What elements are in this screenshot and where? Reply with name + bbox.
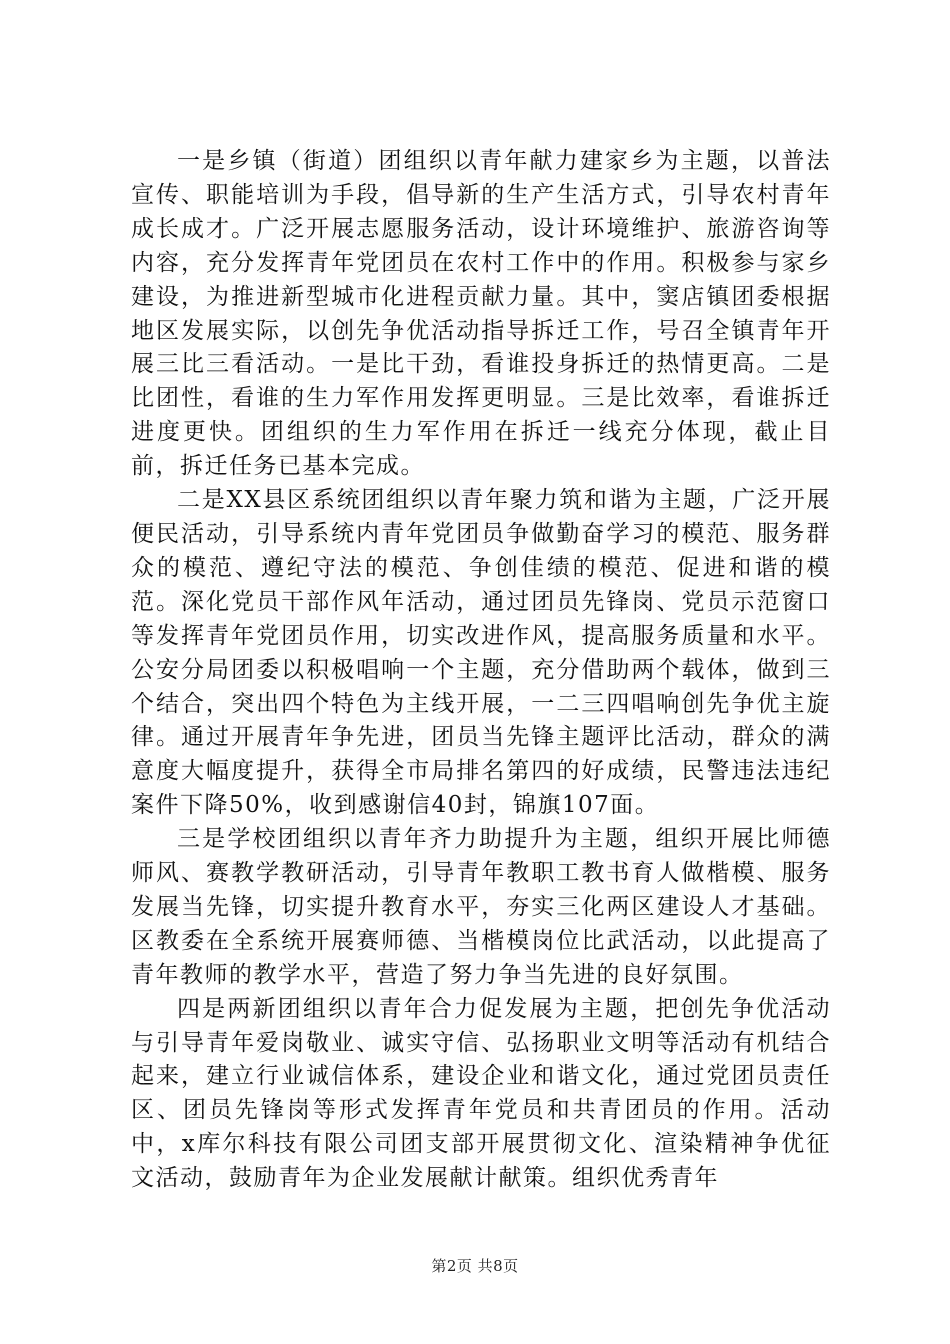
paragraph-township: 一是乡镇（街道）团组织以青年献力建家乡为主题，以普法宣传、职能培训为手段，倡导新的生产生活方式，引导农村青年成长成才。广泛开展志愿服务活动，设计环境维护、旅游咨询等内容，充分发挥青年党团员在农村工作中的作用。积极参与家乡建设，为推进新型城市化进程贡献力量。其中，窦店镇团委根据地区发展实际，以创先争优活动指导拆迁工作，号召全镇青年开展三比三看活动。一是比干劲，看谁投身拆迁的热情更高。二是比团性，看谁的生力军作用发挥更明显。三是比效率，看谁拆迁进度更快。团组织的生力军作用在拆迁一线充分体现，截止目前，拆迁任务已基本完成。 <box>131 148 831 480</box>
paragraph-county-system: 二是XX县区系统团组织以青年聚力筑和谐为主题，广泛开展便民活动，引导系统内青年党团员争做勤奋学习的模范、服务群众的模范、遵纪守法的模范、争创佳绩的模范、促进和谐的模范。深化党员干部作风年活动，通过团员先锋岗、党员示范窗口等发挥青年党团员作用，切实改进作风，提高服务质量和水平。公安分局团委以积极唱响一个主题，充分借助两个载体，做到三个结合，突出四个特色为主线开展，一二三四唱响创先争优主旋律。通过开展青年争先进，团员当先锋主题评比活动，群众的满意度大幅度提升，获得全市局排名第四的好成绩，民警违法违纪案件下降50%，收到感谢信40封，锦旗107面。 <box>131 487 831 819</box>
paragraph-school: 三是学校团组织以青年齐力助提升为主题，组织开展比师德师风、赛教学教研活动，引导青年教职工教书育人做楷模、服务发展当先锋，切实提升教育水平，夯实三化两区建设人才基础。区教委在全系统开展赛师德、当楷模岗位比武活动，以此提高了青年教师的教学水平，营造了努力争当先进的良好氛围。 <box>131 826 831 988</box>
paragraph-new-organizations: 四是两新团组织以青年合力促发展为主题，把创先争优活动与引导青年爱岗敬业、诚实守信、弘扬职业文明等活动有机结合起来，建立行业诚信体系，建设企业和谐文化，通过党团员责任区、团员先锋岗等形式发挥青年党员和共青团员的作用。活动中，x库尔科技有限公司团支部开展贯彻文化、渲染精神争优征文活动，鼓励青年为企业发展献计献策。组织优秀青年 <box>131 995 831 1192</box>
page-number-footer: 第2页 共8页 <box>431 1257 519 1275</box>
document-body <box>131 145 831 1196</box>
